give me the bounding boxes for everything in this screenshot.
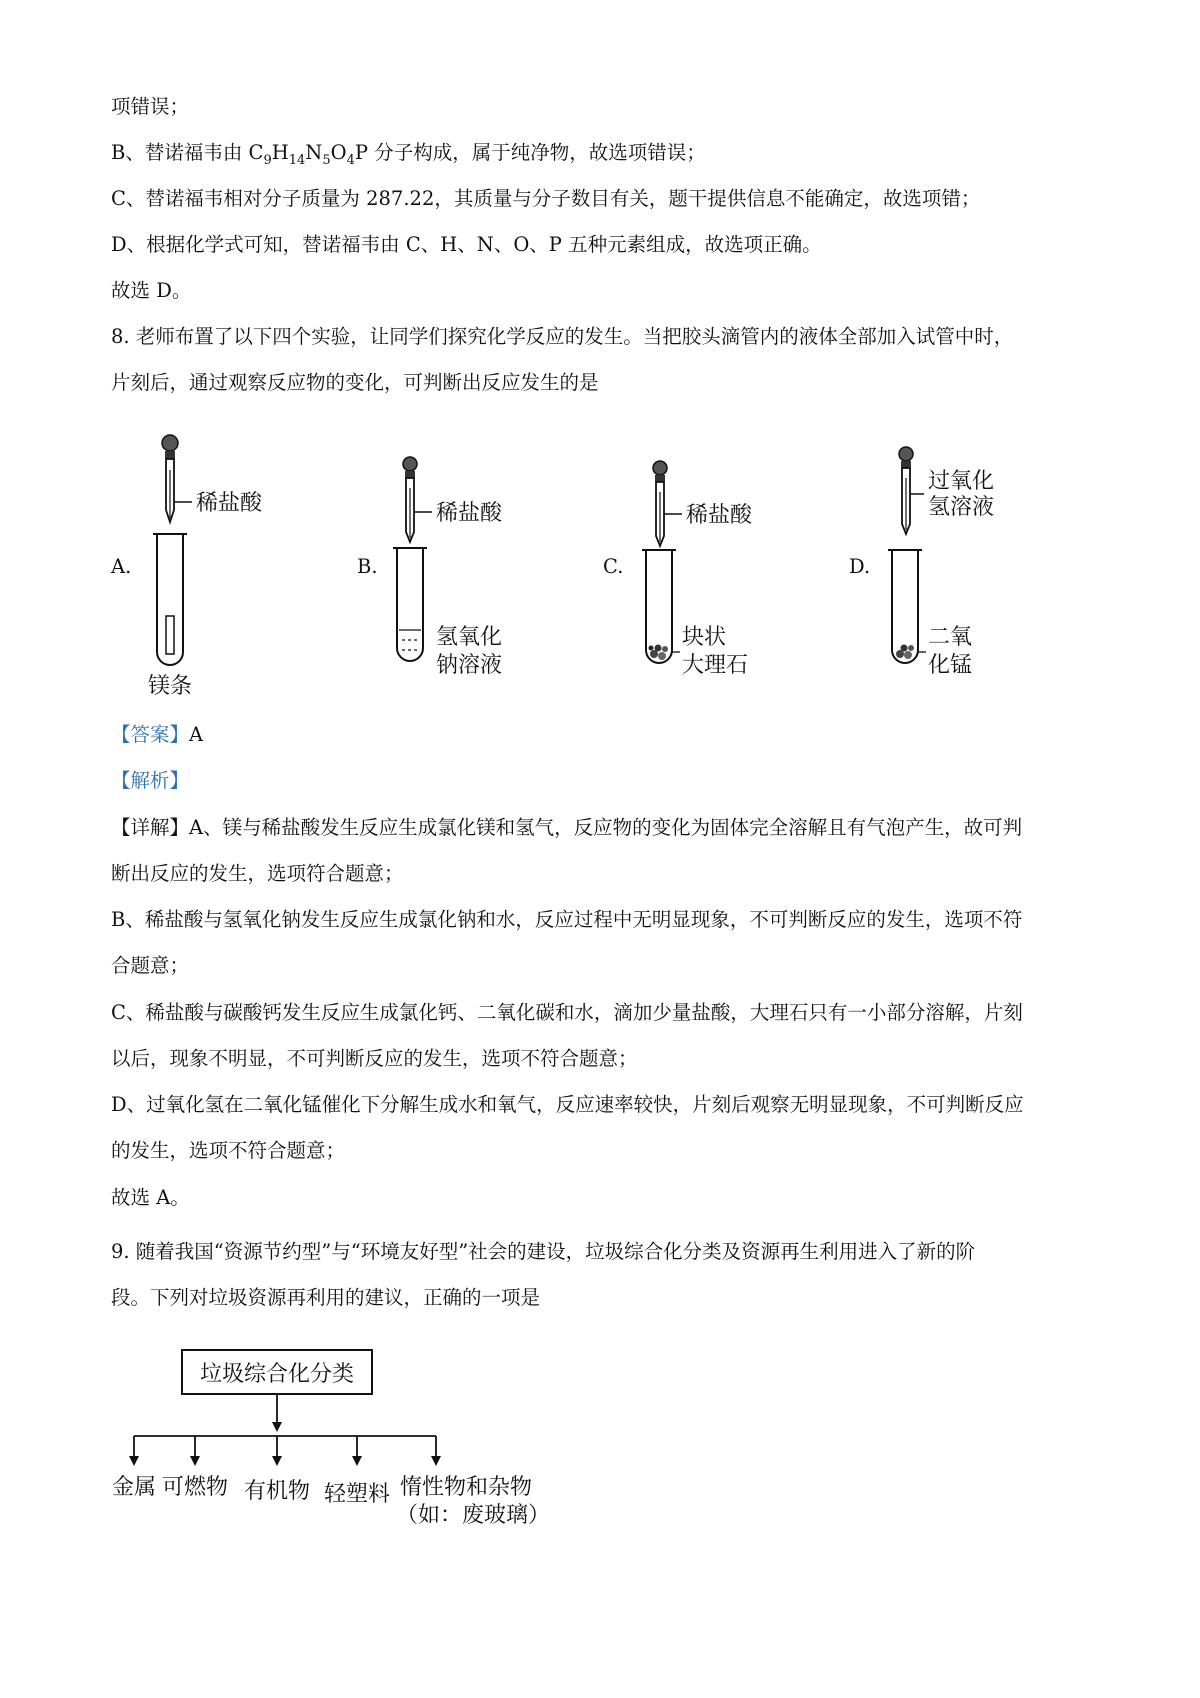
option-b-dropper-label: 稀盐酸 — [436, 501, 503, 526]
option-c-label: C. — [603, 555, 624, 578]
classification-item: 可燃物 — [162, 1475, 229, 1500]
text-fragment: O — [330, 141, 347, 164]
classification-diagram — [110, 1340, 570, 1540]
analysis-tag: 【解析】 — [111, 769, 190, 792]
classification-item: 轻塑料 — [324, 1482, 391, 1507]
explanation-line: C、稀盐酸与碳酸钙发生反应生成氯化钙、二氧化碳和水，滴加少量盐酸，大理石只有一小部分溶解，片刻 — [111, 1001, 1023, 1024]
explanation-line: 【详解】A、镁与稀盐酸发生反应生成氯化镁和氢气，反应物的变化为固体完全溶解且有气泡产生，故可判 — [111, 816, 1023, 839]
subscript: 14 — [288, 152, 306, 168]
answer-tag: 【答案】 — [111, 723, 190, 746]
option-c-apparatus — [636, 430, 836, 700]
text-line: C、替诺福韦相对分子质量为 287.22，其质量与分子数目有关，题干提供信息不能确定，故选项错； — [111, 187, 981, 210]
option-b-tube-label-1: 氢氧化 — [436, 625, 503, 650]
classification-item: 惰性物和杂物 — [400, 1475, 533, 1500]
option-c-tube-label-1: 块状 — [682, 625, 727, 650]
option-b-tube-label-2: 钠溶液 — [436, 653, 503, 678]
option-b-label: B. — [357, 555, 378, 578]
option-a-apparatus — [140, 430, 340, 700]
explanation-line: B、稀盐酸与氢氧化钠发生反应生成氯化钠和水，反应过程中无明显现象，不可判断反应的发生，选项不符 — [111, 908, 1023, 931]
text-fragment: N — [305, 141, 323, 164]
option-d-apparatus — [882, 430, 1082, 700]
option-d-label: D. — [849, 555, 871, 578]
classification-arrows — [129, 1436, 441, 1466]
option-c-dropper-label: 稀盐酸 — [686, 503, 753, 528]
explanation-line: D、过氧化氢在二氧化锰催化下分解生成水和氧气，反应速率较快，片刻后观察无明显现象，不可判断反应 — [111, 1093, 1024, 1116]
explanation-line: 以后，现象不明显，不可判断反应的发生，选项不符合题意； — [111, 1047, 638, 1070]
text-fragment: H — [271, 141, 289, 164]
option-d-dropper-label-1: 过氧化 — [928, 469, 995, 494]
explanation-line: 合题意； — [111, 954, 190, 977]
explanation-line: 故选 A。 — [111, 1186, 190, 1209]
option-d-tube-label-2: 化锰 — [928, 653, 973, 678]
text-line: 故选 D。 — [111, 279, 192, 302]
explanation-line: 断出反应的发生，选项符合题意； — [111, 862, 404, 885]
option-b-apparatus — [390, 430, 590, 700]
subscript: 4 — [346, 152, 355, 168]
option-c-tube-label-2: 大理石 — [682, 653, 749, 678]
option-d-tube-label-1: 二氧 — [928, 625, 973, 650]
question-8-line-1: 8. 老师布置了以下四个实验，让同学们探究化学反应的发生。当把胶头滴管内的液体全部加入试管中时， — [111, 325, 1014, 348]
question-8-line-2: 片刻后，通过观察反应物的变化，可判断出反应发生的是 — [111, 371, 599, 394]
subscript: 9 — [263, 152, 272, 168]
text-line — [111, 140, 706, 174]
classification-title: 垃圾综合化分类 — [199, 1362, 355, 1387]
question-9-line-2: 段。下列对垃圾资源再利用的建议，正确的一项是 — [111, 1286, 541, 1309]
classification-note: （如：废玻璃） — [396, 1503, 551, 1528]
classification-item: 有机物 — [244, 1479, 311, 1504]
text-fragment: P 分子构成，属于纯净物，故选项错误； — [354, 141, 706, 164]
subscript: 5 — [322, 152, 331, 168]
text-fragment: B、替诺福韦由 C — [111, 141, 264, 164]
answer-value: A — [189, 723, 204, 746]
text-line: 项错误； — [111, 95, 190, 118]
option-a-label: A. — [111, 555, 132, 578]
option-a-dropper-label: 稀盐酸 — [196, 491, 263, 516]
option-d-dropper-label-2: 氢溶液 — [928, 495, 995, 520]
classification-item: 金属 — [112, 1475, 157, 1500]
question-9-line-1: 9. 随着我国“资源节约型”与“环境友好型”社会的建设，垃圾综合化分类及资源再生利用进入了新的阶 — [111, 1240, 976, 1263]
explanation-line: 的发生，选项不符合题意； — [111, 1139, 346, 1162]
answer-line — [111, 722, 203, 748]
text-line: D、根据化学式可知，替诺福韦由 C、H、N、O、P 五种元素组成，故选项正确。 — [111, 233, 822, 256]
option-a-tube-label: 镁条 — [148, 674, 193, 699]
